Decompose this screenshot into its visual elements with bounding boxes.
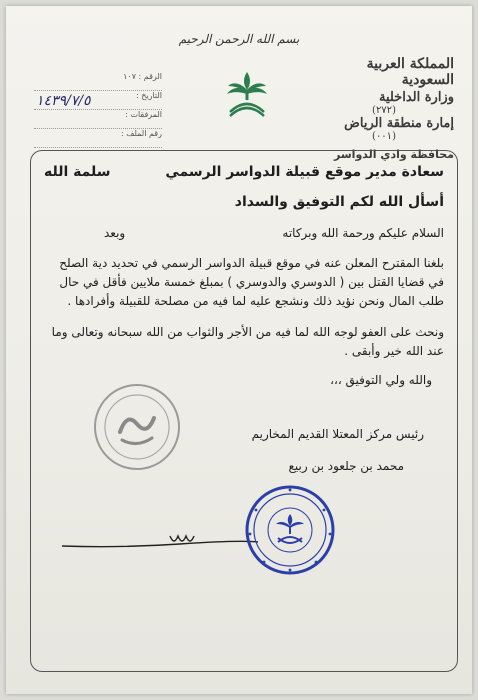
- emirate-name: إمارة منطقة الرياض: [344, 116, 454, 131]
- number-value: ١٠٧: [123, 72, 136, 81]
- file-number-row: رقم الملف :: [34, 129, 162, 148]
- request-line: أسأل الله لكم التوفيق والسداد: [234, 194, 444, 210]
- addressee: سعادة مدير موقع قبيلة الدواسر الرسمي: [165, 164, 444, 180]
- ministry-code: (٢٧٢): [372, 105, 396, 116]
- bismillah: بسم الله الرحمن الرحيم: [178, 32, 300, 46]
- grey-seal-stamp: [92, 382, 182, 472]
- date-row: التاريخ : ١٤٣٩/٧/٥: [36, 91, 162, 109]
- ministry-name: وزارة الداخلية: [378, 90, 454, 105]
- saudi-emblem-icon: [224, 68, 270, 120]
- official-blue-stamp: [244, 484, 336, 576]
- date-value: ١٤٣٩/٧/٥: [36, 93, 91, 109]
- paragraph-2: ونحث على العفو لوجه الله لما فيه من الأجر والثواب من الله سبحانه وتعالى وما عند الله خير وأبقى .: [51, 325, 444, 358]
- paragraph-1: بلغنا المقترح المعلن عنه في موقع قبيلة الدواسر الرسمي في تحديد دية الصلح في قضايا القتل بين ( الدوسري والدوسري ) بمبلغ خمسة ملايين فأقل في حال طلب المال ونحن نؤيد ذلك ونشجع عليه لما فيه من مصلحة للقبيلة وأفرادها .: [59, 256, 444, 308]
- handwritten-signature: [60, 530, 260, 554]
- number-row: الرقم : ١٠٧: [34, 72, 162, 91]
- letterhead: [314, 56, 454, 161]
- attachments-row: المرفقات :: [34, 110, 162, 129]
- signer-title: رئيس مركز المعتلا القديم المخاريم: [251, 427, 424, 441]
- address-line: [44, 164, 444, 180]
- kingdom-name: المملكة العربية السعودية: [366, 56, 454, 88]
- signer-name: محمد بن جلعود بن ربيع: [288, 459, 404, 473]
- greeting-line: [44, 226, 444, 240]
- closing-line: والله ولي التوفيق ،،،: [330, 373, 432, 387]
- reference-fields: [34, 72, 162, 148]
- salutation: سلمة الله: [44, 164, 111, 180]
- greeting: السلام عليكم ورحمة الله وبركاته: [282, 226, 444, 240]
- governorate-name: محافظة وادي الدواسر: [334, 148, 454, 161]
- after-greeting: وبعد: [104, 226, 126, 240]
- emirate-code: (٠٠١): [372, 131, 396, 142]
